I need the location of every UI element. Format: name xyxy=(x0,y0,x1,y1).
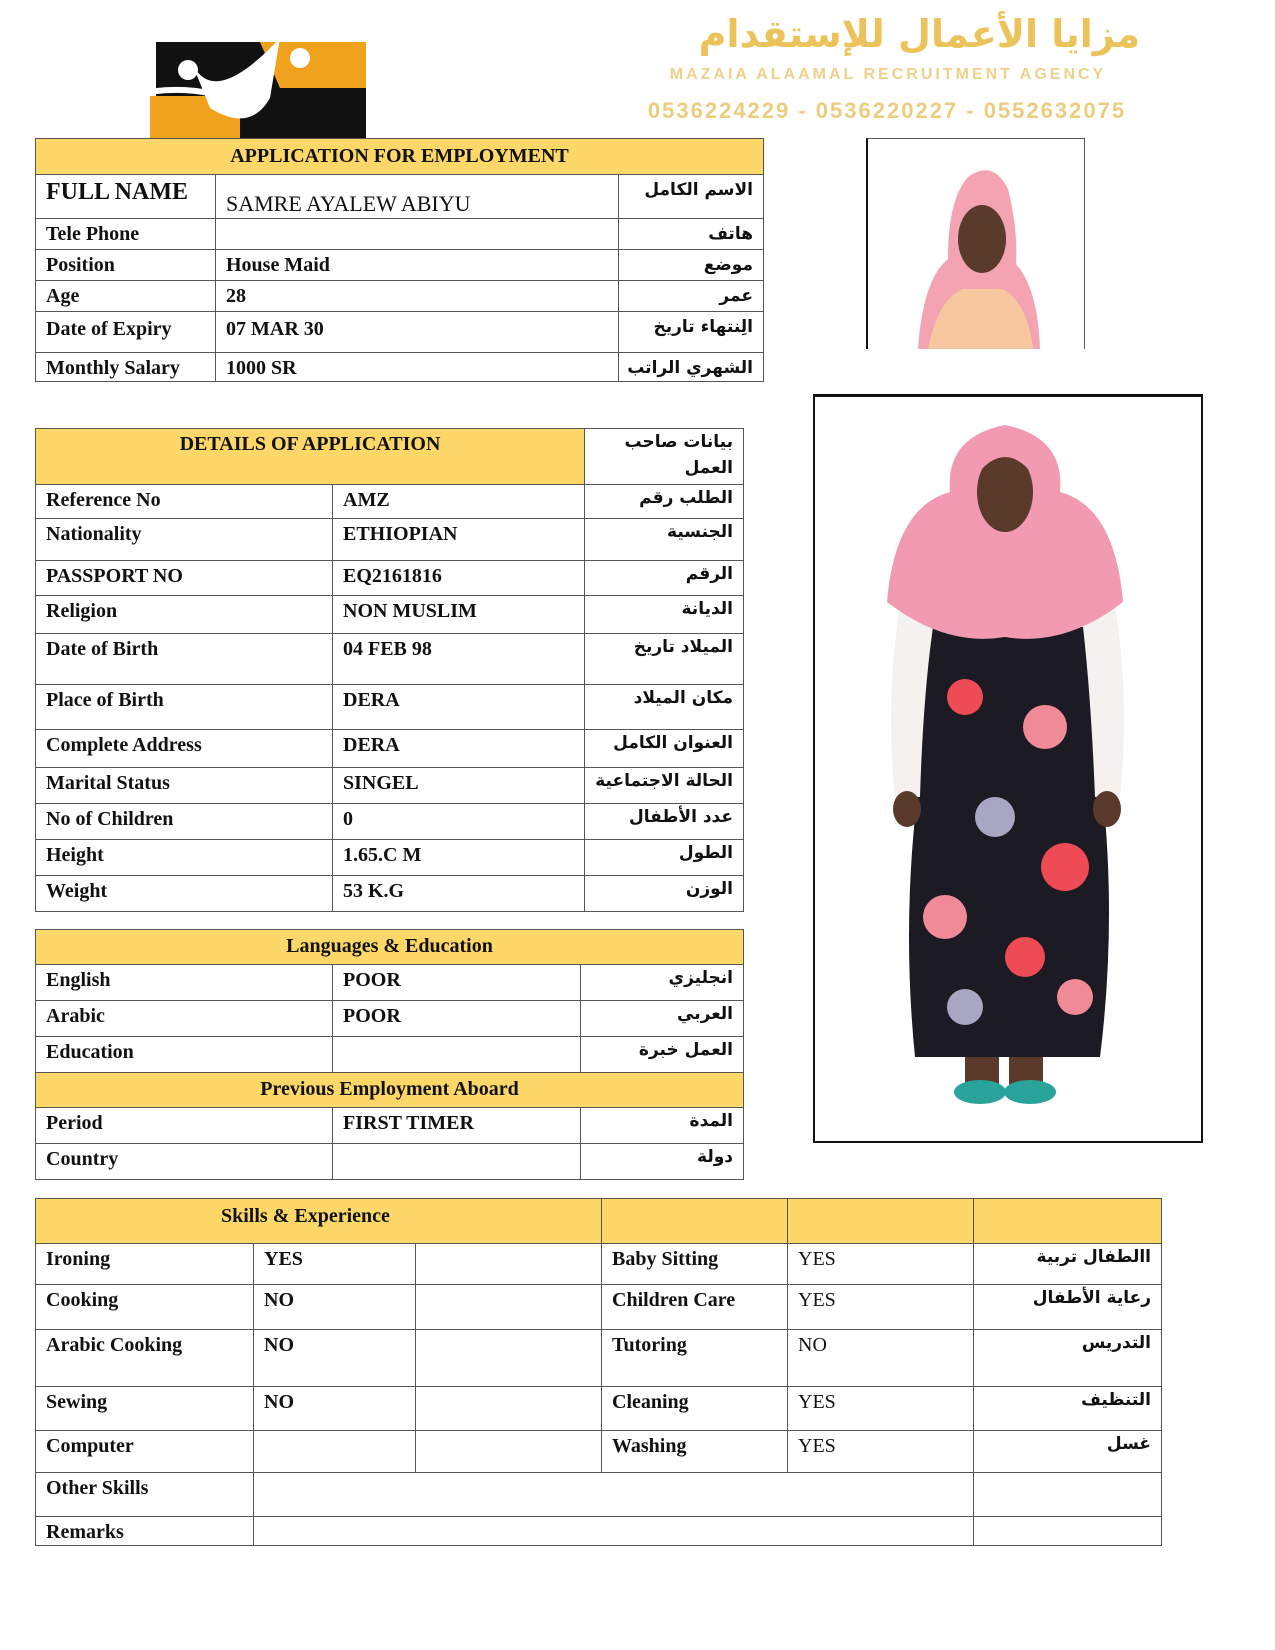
field-label-ar: المدة xyxy=(581,1108,744,1144)
field-label: Education xyxy=(36,1037,333,1073)
other-skills-extra xyxy=(974,1473,1162,1517)
field-label: Position xyxy=(36,250,216,281)
field-label: Complete Address xyxy=(36,730,333,768)
agency-name-arabic: مزايا الأعمال للإستقدام xyxy=(698,12,1140,56)
field-label-ar: الجنسية xyxy=(585,519,744,561)
field-label: Place of Birth xyxy=(36,685,333,730)
field-label: Period xyxy=(36,1108,333,1144)
field-label-ar: الرقم xyxy=(585,561,744,596)
field-value: SAMRE AYALEW ABIYU xyxy=(216,175,619,219)
applicant-portrait-photo xyxy=(866,138,1085,349)
field-value: EQ2161816 xyxy=(333,561,585,596)
skill-label: Washing xyxy=(602,1431,788,1473)
field-value xyxy=(333,1144,581,1180)
field-value: 53 K.G xyxy=(333,876,585,912)
skill-value: NO xyxy=(254,1285,416,1330)
field-label-ar: الشهري الراتب xyxy=(619,353,764,382)
field-value: 0 xyxy=(333,804,585,840)
skill-empty-cell xyxy=(416,1387,602,1431)
field-label: Height xyxy=(36,840,333,876)
field-value: DERA xyxy=(333,685,585,730)
field-value: 1000 SR xyxy=(216,353,619,382)
field-label: Country xyxy=(36,1144,333,1180)
field-label-ar: دولة xyxy=(581,1144,744,1180)
skill-label: Baby Sitting xyxy=(602,1244,788,1285)
field-label: Date of Birth xyxy=(36,634,333,685)
skill-value: YES xyxy=(788,1431,974,1473)
field-label-ar: عدد الأطفال xyxy=(585,804,744,840)
other-skills-label: Other Skills xyxy=(36,1473,254,1517)
field-label-ar: عمر xyxy=(619,281,764,312)
field-label: Weight xyxy=(36,876,333,912)
field-value: DERA xyxy=(333,730,585,768)
field-label: English xyxy=(36,965,333,1001)
field-label-ar: الاسم الكامل xyxy=(619,175,764,219)
applicant-full-length-photo xyxy=(813,394,1203,1143)
field-label-ar: الطول xyxy=(585,840,744,876)
application-table xyxy=(35,138,764,382)
skill-value: NO xyxy=(254,1330,416,1387)
field-label-ar: العربي xyxy=(581,1001,744,1037)
skill-label-ar: التنظيف xyxy=(974,1387,1162,1431)
skill-label: Children Care xyxy=(602,1285,788,1330)
skill-value: YES xyxy=(788,1244,974,1285)
field-value: House Maid xyxy=(216,250,619,281)
skills-title: Skills & Experience xyxy=(36,1199,602,1244)
skills-header-cell xyxy=(602,1199,788,1244)
languages-table xyxy=(35,929,744,1180)
details-table xyxy=(35,428,744,912)
skill-label: Tutoring xyxy=(602,1330,788,1387)
field-label-ar: العنوان الكامل xyxy=(585,730,744,768)
skill-label-ar: االطفال تربية xyxy=(974,1244,1162,1285)
field-value: POOR xyxy=(333,965,581,1001)
field-label-ar: انجليزي xyxy=(581,965,744,1001)
skill-value: YES xyxy=(788,1387,974,1431)
field-value: 28 xyxy=(216,281,619,312)
skills-header-cell xyxy=(974,1199,1162,1244)
field-label: Date of Expiry xyxy=(36,312,216,353)
field-label-ar: موضع xyxy=(619,250,764,281)
field-label: Tele Phone xyxy=(36,219,216,250)
skill-label: Cooking xyxy=(36,1285,254,1330)
skill-value xyxy=(254,1431,416,1473)
skill-empty-cell xyxy=(416,1285,602,1330)
remarks-extra xyxy=(974,1517,1162,1546)
skill-value: NO xyxy=(788,1330,974,1387)
skill-empty-cell xyxy=(416,1330,602,1387)
skills-header-cell xyxy=(788,1199,974,1244)
field-label-ar: الحالة الاجتماعية xyxy=(585,768,744,804)
field-value: AMZ xyxy=(333,485,585,519)
field-value: ETHIOPIAN xyxy=(333,519,585,561)
field-label-ar: الديانة xyxy=(585,596,744,634)
field-label: Nationality xyxy=(36,519,333,561)
agency-name-english: MAZAIA ALAAMAL RECRUITMENT AGENCY xyxy=(669,66,1107,83)
field-value: 1.65.C M xyxy=(333,840,585,876)
skills-table xyxy=(35,1198,1162,1546)
skill-empty-cell xyxy=(416,1244,602,1285)
skill-label: Sewing xyxy=(36,1387,254,1431)
field-label-ar: الِنتهاء تاريخ xyxy=(619,312,764,353)
skill-label-ar: التدريس xyxy=(974,1330,1162,1387)
field-value: SINGEL xyxy=(333,768,585,804)
field-label-ar: الطلب رقم xyxy=(585,485,744,519)
skill-label: Computer xyxy=(36,1431,254,1473)
agency-phones: 0536224229 - 0536220227 - 0552632075 xyxy=(647,98,1127,123)
field-label: Age xyxy=(36,281,216,312)
field-value: 04 FEB 98 xyxy=(333,634,585,685)
field-label: Reference No xyxy=(36,485,333,519)
skill-value: YES xyxy=(254,1244,416,1285)
field-label: Marital Status xyxy=(36,768,333,804)
field-label-ar: مكان الميلاد xyxy=(585,685,744,730)
skill-label: Cleaning xyxy=(602,1387,788,1431)
skill-label-ar: غسل xyxy=(974,1431,1162,1473)
field-label-ar: هاتف xyxy=(619,219,764,250)
skill-value: NO xyxy=(254,1387,416,1431)
details-title: DETAILS OF APPLICATION xyxy=(36,429,585,485)
skill-label-ar: رعاية الأطفال xyxy=(974,1285,1162,1330)
field-value: NON MUSLIM xyxy=(333,596,585,634)
field-value: FIRST TIMER xyxy=(333,1108,581,1144)
skill-label: Arabic Cooking xyxy=(36,1330,254,1387)
field-value: POOR xyxy=(333,1001,581,1037)
remarks-label: Remarks xyxy=(36,1517,254,1546)
field-label-ar: العمل خبرة xyxy=(581,1037,744,1073)
field-value: 07 MAR 30 xyxy=(216,312,619,353)
details-title-ar: بيانات صاحب العمل xyxy=(585,429,744,485)
field-value xyxy=(216,219,619,250)
agency-logo xyxy=(130,18,370,138)
skill-label: Ironing xyxy=(36,1244,254,1285)
languages-title: Languages & Education xyxy=(36,930,744,965)
skill-empty-cell xyxy=(416,1431,602,1473)
field-label-ar: الوزن xyxy=(585,876,744,912)
field-label: No of Children xyxy=(36,804,333,840)
field-label: FULL NAME xyxy=(36,175,216,219)
field-label: Religion xyxy=(36,596,333,634)
field-label: Arabic xyxy=(36,1001,333,1037)
field-label-ar: الميلاد تاريخ xyxy=(585,634,744,685)
field-label: Monthly Salary xyxy=(36,353,216,382)
application-title: APPLICATION FOR EMPLOYMENT xyxy=(36,139,764,175)
previous-employment-title: Previous Employment Aboard xyxy=(36,1073,744,1108)
remarks-value xyxy=(254,1517,974,1546)
other-skills-value xyxy=(254,1473,974,1517)
field-value xyxy=(333,1037,581,1073)
skill-value: YES xyxy=(788,1285,974,1330)
field-label: PASSPORT NO xyxy=(36,561,333,596)
